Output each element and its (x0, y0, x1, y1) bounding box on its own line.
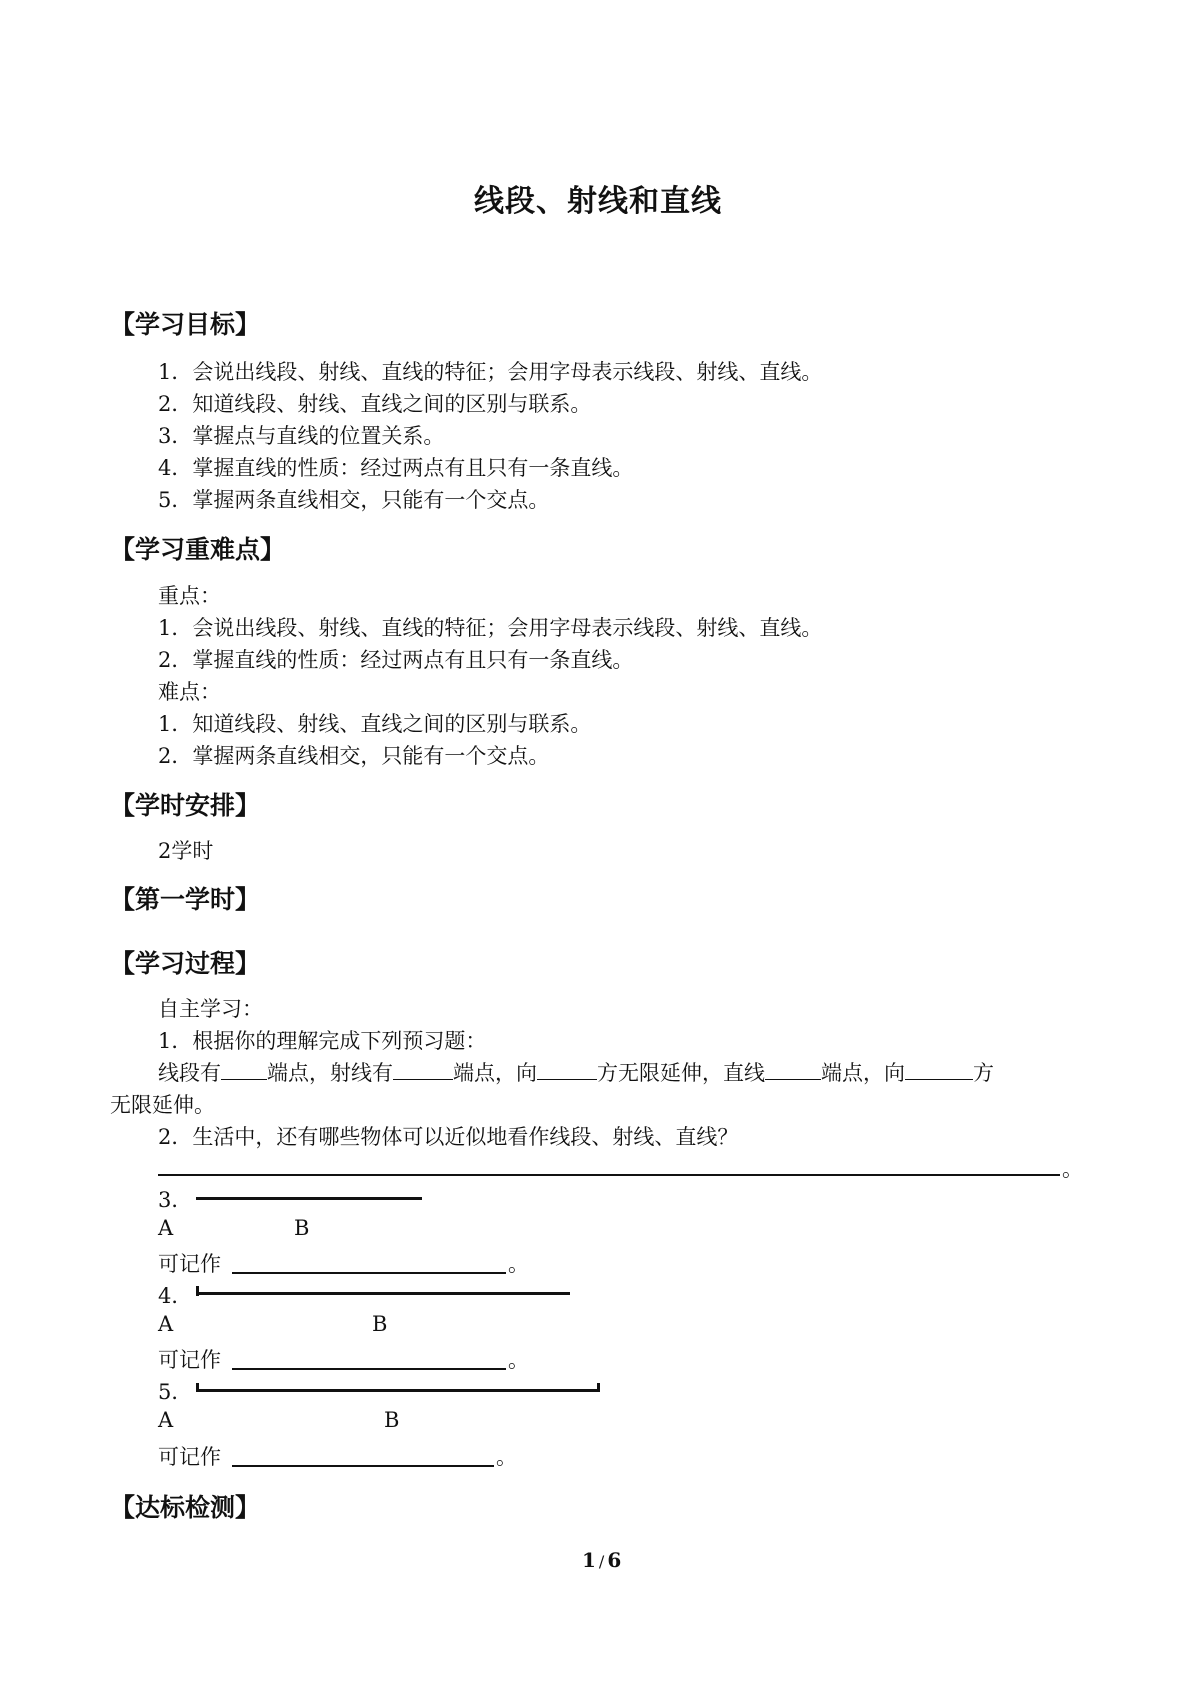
notation-blank-line[interactable] (232, 1368, 506, 1370)
self-study-label: 自主学习： (158, 997, 263, 1021)
fill-text: 方无限延伸，直线 (597, 1061, 765, 1086)
fill-text: 端点，射线有 (267, 1061, 393, 1086)
heading-schedule: 【学时安排】 (110, 791, 261, 820)
point-label-a: A (158, 1312, 174, 1336)
period-mark: 。 (1062, 1157, 1083, 1181)
item-number: 3． (158, 1188, 193, 1212)
notation-label: 可记作 (158, 1348, 221, 1372)
blank-line[interactable] (537, 1057, 597, 1080)
ray-endpoint-tick (196, 1286, 199, 1296)
period-mark: 。 (508, 1348, 529, 1372)
fill-text: 端点，向 (453, 1061, 537, 1086)
hard-item: 2．掌握两条直线相交，只能有一个交点。 (158, 744, 550, 768)
blank-line[interactable] (393, 1057, 453, 1080)
line-segment-figure (196, 1197, 422, 1200)
page-separator: / (598, 1552, 605, 1571)
fill-text: 线段有 (158, 1061, 221, 1086)
question-1-intro: 1．根据你的理解完成下列预习题： (158, 1029, 487, 1053)
period-mark: 。 (508, 1252, 529, 1276)
heading-process: 【学习过程】 (110, 949, 261, 978)
heading-test: 【达标检测】 (110, 1493, 261, 1522)
total-pages: 6 (607, 1548, 622, 1572)
page-number (582, 1548, 621, 1572)
objective-item: 3．掌握点与直线的位置关系。 (158, 424, 445, 448)
hard-item: 1．知道线段、射线、直线之间的区别与联系。 (158, 712, 592, 736)
question-1-fill (158, 1057, 994, 1087)
notation-blank-line[interactable] (232, 1272, 506, 1274)
key-item: 1．会说出线段、射线、直线的特征；会用字母表示线段、射线、直线。 (158, 616, 823, 640)
question-1-continuation: 无限延伸。 (110, 1093, 215, 1117)
heading-keypoints: 【学习重难点】 (110, 535, 286, 564)
heading-period1: 【第一学时】 (110, 885, 261, 914)
notation-label: 可记作 (158, 1252, 221, 1276)
answer-blank-line[interactable] (158, 1174, 1060, 1176)
period-mark: 。 (496, 1445, 517, 1469)
line-end-tick (196, 1383, 199, 1392)
item-number: 5． (158, 1380, 193, 1404)
current-page: 1 (582, 1548, 596, 1572)
key-label: 重点： (158, 584, 221, 608)
key-item: 2．掌握直线的性质：经过两点有且只有一条直线。 (158, 648, 634, 672)
heading-objectives: 【学习目标】 (110, 310, 261, 339)
fill-text: 方 (973, 1061, 994, 1086)
question-2: 2．生活中，还有哪些物体可以近似地看作线段、射线、直线？ (158, 1125, 739, 1149)
schedule-text: 2学时 (158, 839, 214, 863)
point-label-b: B (372, 1312, 388, 1336)
point-label-a: A (158, 1408, 174, 1432)
objective-item: 5．掌握两条直线相交，只能有一个交点。 (158, 488, 550, 512)
item-number: 4． (158, 1284, 193, 1308)
straight-line-figure (196, 1389, 600, 1392)
page-title: 线段、射线和直线 (474, 184, 722, 219)
point-label-a: A (158, 1216, 174, 1240)
objective-item: 1．会说出线段、射线、直线的特征；会用字母表示线段、射线、直线。 (158, 360, 823, 384)
point-label-b: B (384, 1408, 400, 1432)
notation-label: 可记作 (158, 1445, 221, 1469)
blank-line[interactable] (765, 1057, 821, 1080)
objective-item: 2．知道线段、射线、直线之间的区别与联系。 (158, 392, 592, 416)
notation-blank-line[interactable] (232, 1465, 494, 1467)
objective-item: 4．掌握直线的性质：经过两点有且只有一条直线。 (158, 456, 634, 480)
blank-line[interactable] (221, 1057, 267, 1080)
blank-line[interactable] (905, 1057, 973, 1080)
point-label-b: B (294, 1216, 310, 1240)
hard-label: 难点： (158, 680, 221, 704)
ray-figure (196, 1292, 570, 1295)
fill-text: 端点，向 (821, 1061, 905, 1086)
line-end-tick (597, 1383, 600, 1392)
